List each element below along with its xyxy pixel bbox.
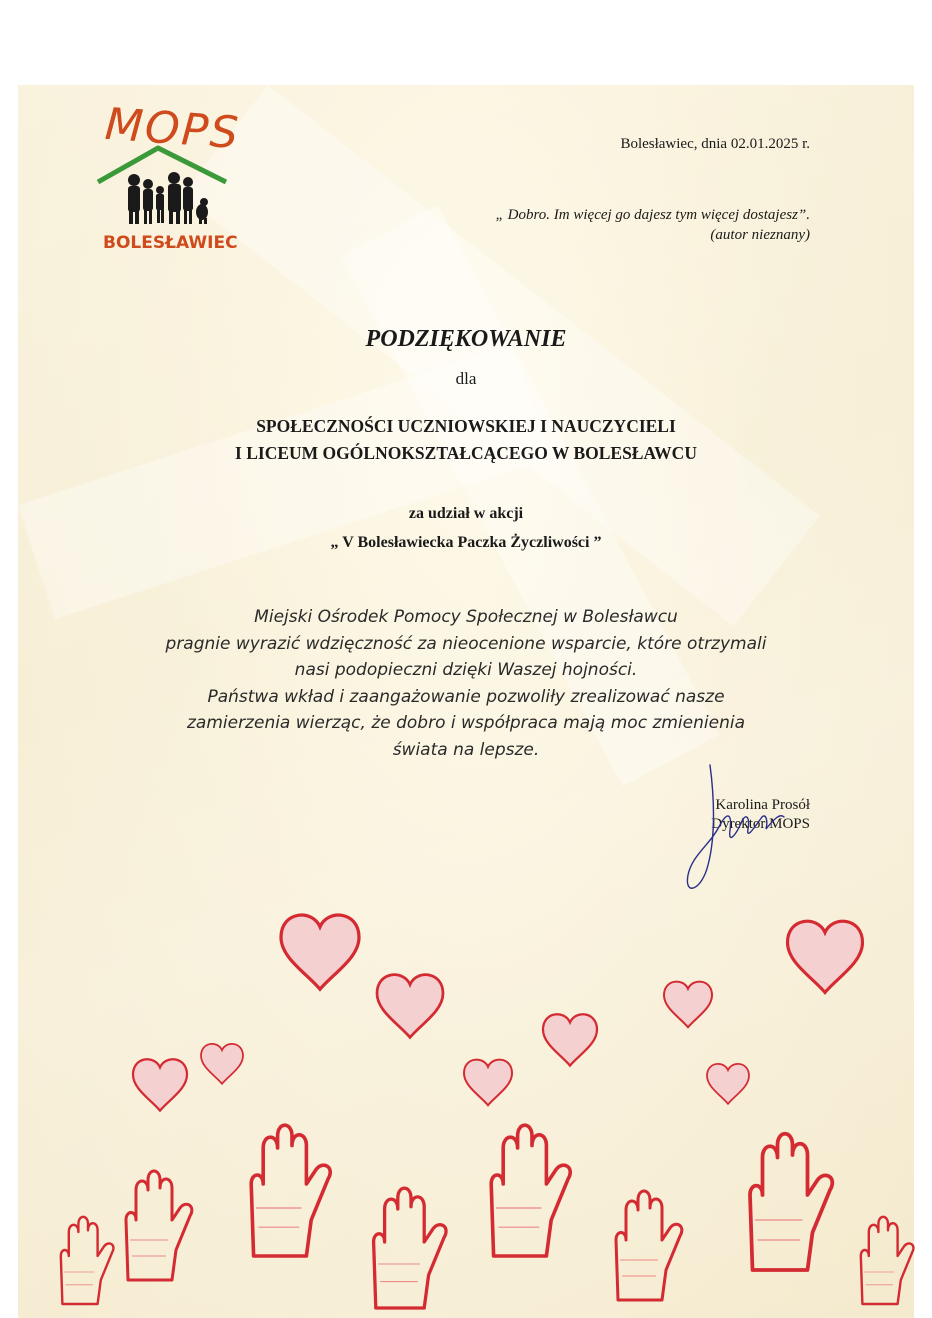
body-line: Państwa wkład i zaangażowanie pozwoliły zrealizować nasze	[207, 686, 725, 707]
motto-author: (autor nieznany)	[710, 227, 810, 243]
heart-icon	[201, 1044, 243, 1084]
recipient	[0, 413, 932, 467]
document-heading: PODZIĘKOWANIE	[365, 326, 567, 352]
body-paragraph	[96, 604, 836, 763]
motto	[380, 205, 810, 245]
heart-icon	[543, 1014, 597, 1065]
body-line: zamierzenia wierząc, że dobro i współpraca mają moc zmienienia	[186, 713, 745, 733]
body-line: nasi podopieczni dzięki Waszej hojności.	[294, 660, 638, 680]
heart-icon	[788, 921, 863, 992]
hand-icon	[616, 1191, 682, 1300]
logo-family-icon	[90, 140, 240, 230]
date-line: Bolesławiec, dnia 02.01.2025 r.	[620, 136, 810, 152]
hand-icon	[491, 1125, 570, 1256]
signatory-name: Karolina Prosół	[715, 797, 810, 813]
heart-icon	[707, 1064, 749, 1104]
hand-icon	[251, 1125, 330, 1256]
body-line: pragnie wyrazić wdzięczność za nieocenione wsparcie, które otrzymali	[165, 633, 767, 654]
handwritten-signature-icon	[670, 755, 800, 905]
hand-icon	[126, 1171, 192, 1280]
motto-quote: „ Dobro. Im więcej go dajesz tym więcej dostajesz”.	[495, 207, 810, 223]
logo-subtitle: BOLESŁAWIEC	[103, 233, 238, 253]
hand-icon	[750, 1134, 832, 1270]
heart-icon	[133, 1059, 187, 1110]
heart-icon	[464, 1060, 512, 1106]
heart-icon	[281, 915, 359, 989]
heart-icon	[377, 975, 443, 1038]
for-word: dla	[455, 369, 477, 388]
recipient-line-1: SPOŁECZNOŚCI UCZNIOWSKIEJ I NAUCZYCIELI	[256, 416, 676, 436]
hand-icon	[861, 1217, 914, 1304]
action-name: „ V Bolesławiecka Paczka Życzliwości ”	[330, 534, 602, 551]
body-line: świata na lepsze.	[392, 739, 540, 760]
recipient-line-2: I LICEUM OGÓLNOKSZTAŁCĄCEGO W BOLESŁAWCU	[235, 443, 697, 463]
body-line: Miejski Ośrodek Pomocy Społecznej w Bolesławcu	[254, 607, 678, 627]
reason-line: za udział w akcji	[408, 505, 524, 522]
hearts-and-hands-illustration	[0, 900, 932, 1318]
heart-icon	[664, 982, 712, 1028]
logo-title: MOPS	[103, 98, 242, 160]
hand-icon	[61, 1217, 114, 1304]
hand-icon	[374, 1188, 446, 1308]
signatory-title: Dyrektor MOPS	[711, 816, 810, 832]
